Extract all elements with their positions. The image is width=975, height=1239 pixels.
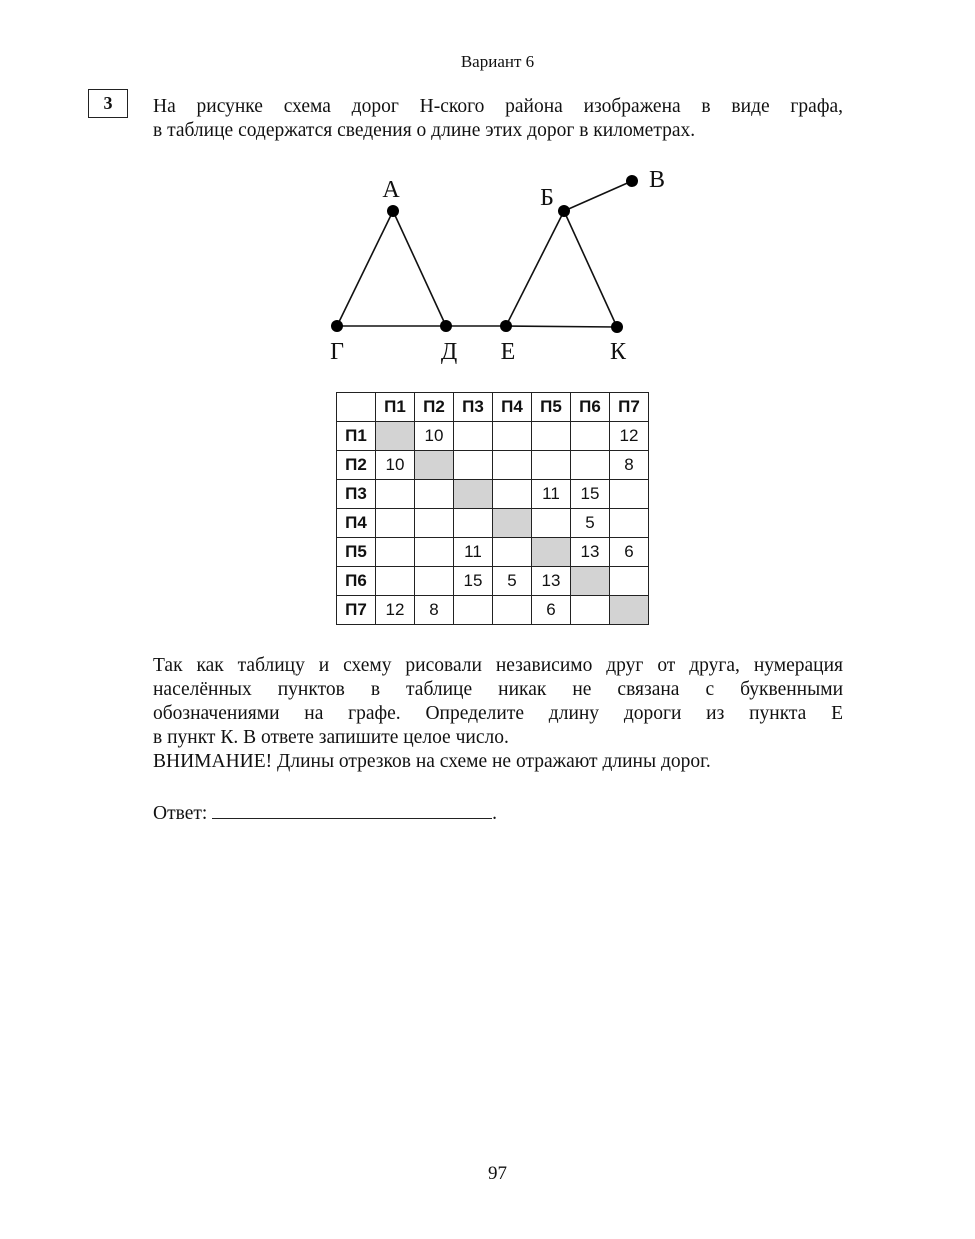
edge-E-K — [506, 326, 617, 327]
col-header: П4 — [493, 393, 532, 422]
table-cell: 11 — [532, 480, 571, 509]
edge-B-E — [506, 211, 564, 326]
body-line-4: в пункт К. В ответе запишите целое число. — [153, 727, 509, 748]
node-label-B: Б — [540, 185, 554, 211]
table-cell — [454, 422, 493, 451]
table-row — [337, 538, 649, 567]
table-header-row — [337, 393, 649, 422]
col-header: П6 — [571, 393, 610, 422]
col-header: П5 — [532, 393, 571, 422]
table-cell-diagonal — [415, 451, 454, 480]
road-graph — [320, 165, 680, 375]
node-K — [611, 321, 623, 333]
table-cell — [493, 596, 532, 625]
variant-header: Вариант 6 — [460, 52, 535, 71]
edge-B-V — [564, 181, 632, 211]
table-cell — [415, 509, 454, 538]
table-cell — [376, 480, 415, 509]
table-cell — [493, 451, 532, 480]
table-cell — [532, 509, 571, 538]
table-cell — [610, 567, 649, 596]
table-cell — [493, 480, 532, 509]
body-line-3: обозначениями на графе. Определите длину дороги из пункта Е — [153, 703, 843, 724]
row-header: П1 — [337, 422, 376, 451]
table-cell — [376, 538, 415, 567]
node-A — [387, 205, 399, 217]
row-header: П4 — [337, 509, 376, 538]
col-header: П7 — [610, 393, 649, 422]
table-row — [337, 509, 649, 538]
node-label-E: Е — [500, 339, 516, 365]
table-cell — [454, 451, 493, 480]
node-label-G: Г — [330, 339, 344, 365]
node-V — [626, 175, 638, 187]
row-header: П7 — [337, 596, 376, 625]
table-cell-diagonal — [571, 567, 610, 596]
task-intro-line-2: в таблице содержатся сведения о длине этих дорог в километрах. — [153, 120, 696, 141]
table-cell: 11 — [454, 538, 493, 567]
table-cell: 8 — [610, 451, 649, 480]
table-cell: 15 — [454, 567, 493, 596]
table-cell: 10 — [415, 422, 454, 451]
table-row — [337, 451, 649, 480]
table-cell — [610, 480, 649, 509]
table-cell: 12 — [376, 596, 415, 625]
table-cell: 12 — [610, 422, 649, 451]
table-cell: 13 — [532, 567, 571, 596]
task-intro — [153, 95, 843, 143]
table-cell-diagonal — [610, 596, 649, 625]
answer-label: Ответ: — [153, 803, 208, 824]
edge-B-K — [564, 211, 617, 327]
table-cell — [532, 422, 571, 451]
table-cell: 8 — [415, 596, 454, 625]
answer-field[interactable] — [212, 800, 492, 819]
table-cell — [532, 451, 571, 480]
task-number-box: 3 — [88, 89, 128, 118]
table-cell — [415, 567, 454, 596]
table-cell: 6 — [532, 596, 571, 625]
col-header: П1 — [376, 393, 415, 422]
node-G — [331, 320, 343, 332]
page-number: 97 — [488, 1163, 507, 1184]
table-row — [337, 480, 649, 509]
answer-row — [153, 800, 497, 825]
table-cell — [493, 538, 532, 567]
node-label-D: Д — [440, 339, 458, 365]
table-cell — [571, 596, 610, 625]
row-header: П2 — [337, 451, 376, 480]
table-cell: 5 — [571, 509, 610, 538]
col-header: П3 — [454, 393, 493, 422]
table-cell: 13 — [571, 538, 610, 567]
table-row — [337, 422, 649, 451]
body-line-2: населённых пунктов в таблице никак не связана с буквенными — [153, 679, 843, 700]
table-cell — [376, 567, 415, 596]
node-E — [500, 320, 512, 332]
table-row — [337, 567, 649, 596]
col-header: П2 — [415, 393, 454, 422]
distance-table — [336, 392, 649, 625]
table-cell — [415, 538, 454, 567]
row-header: П3 — [337, 480, 376, 509]
node-label-A: А — [382, 177, 400, 203]
table-cell — [376, 509, 415, 538]
node-label-V: В — [648, 167, 666, 193]
table-cell — [493, 422, 532, 451]
table-row — [337, 596, 649, 625]
row-header: П6 — [337, 567, 376, 596]
answer-terminator: . — [492, 803, 498, 824]
node-label-K: К — [609, 339, 627, 365]
table-cell-diagonal — [532, 538, 571, 567]
warning-text: ВНИМАНИЕ! Длины отрезков на схеме не отражают длины дорог. — [153, 751, 711, 772]
table-cell-diagonal — [493, 509, 532, 538]
table-cell: 15 — [571, 480, 610, 509]
edge-A-G — [337, 211, 393, 326]
table-cell-diagonal — [454, 480, 493, 509]
edge-A-D — [393, 211, 446, 326]
table-cell — [454, 596, 493, 625]
row-header: П5 — [337, 538, 376, 567]
table-cell: 5 — [493, 567, 532, 596]
table-cell — [571, 451, 610, 480]
node-B — [558, 205, 570, 217]
table-cell: 10 — [376, 451, 415, 480]
table-corner-cell — [337, 393, 376, 422]
table-cell — [454, 509, 493, 538]
table-cell-diagonal — [376, 422, 415, 451]
table-cell — [415, 480, 454, 509]
table-cell — [610, 509, 649, 538]
table-cell: 6 — [610, 538, 649, 567]
body-line-1: Так как таблицу и схему рисовали независимо друг от друга, нумерация — [153, 655, 843, 676]
task-body — [153, 654, 843, 774]
table-cell — [571, 422, 610, 451]
task-intro-line-1: На рисунке схема дорог Н-ского района изображена в виде графа, — [153, 96, 843, 117]
node-D — [440, 320, 452, 332]
